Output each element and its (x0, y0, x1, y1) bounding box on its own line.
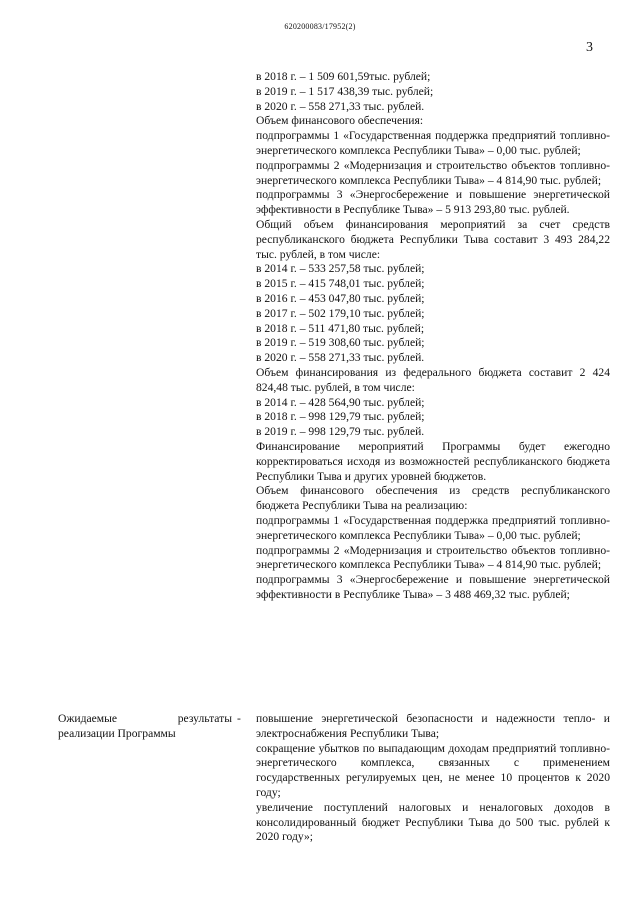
document-code: 620200083/17952(2) (284, 22, 356, 31)
result-item: увеличение поступлений налоговых и неналоговых доходов в консолидированный бюджет Республики Тыва до 500 тыс. рублей к 2020 году»; (256, 800, 610, 844)
funding-paragraph: подпрограммы 2 «Модернизация и строительство объектов топливно-энергетического комплекса Республики Тыва» – 4 814,90 тыс. рублей; (256, 158, 610, 187)
funding-paragraph: подпрограммы 2 «Модернизация и строительство объектов топливно-энергетического комплекса Республики Тыва» – 4 814,90 тыс. рублей; (256, 543, 610, 572)
funding-line: в 2016 г. – 453 047,80 тыс. рублей; (256, 291, 425, 305)
row-dash: - (237, 712, 241, 725)
funding-line: в 2018 г. – 511 471,80 тыс. рублей; (256, 321, 425, 335)
funding-line: в 2015 г. – 415 748,01 тыс. рублей; (256, 277, 425, 291)
funding-paragraph: Общий объем финансирования мероприятий за счет средств республиканского бюджета Республики Тыва составит 3 493 284,22 тыс. рублей, в том числе: (256, 217, 610, 261)
funding-line: в 2019 г. – 1 517 438,39 тыс. рублей; (256, 84, 434, 98)
funding-paragraph: подпрограммы 3 «Энергосбережение и повышение энергетической эффективности в Республике Тыва» – 5 913 293,80 тыс. рублей. (256, 188, 610, 217)
result-item: сокращение убытков по выпадающим доходам предприятий топливно-энергетического комплекса, связанных с применением государственных регулируемых цен, не менее 10 процентов к 2020 году; (256, 741, 610, 799)
funding-paragraph: Финансирование мероприятий Программы будет ежегодно корректироваться исходя из возможностей республиканского бюджета Республики Тыва и других уровней бюджетов. (256, 439, 610, 483)
funding-line: в 2018 г. – 1 509 601,59тыс. рублей; (256, 70, 431, 83)
funding-line: в 2019 г. – 998 129,79 тыс. рублей. (256, 425, 425, 439)
funding-line: Объем финансового обеспечения: (256, 114, 424, 128)
funding-paragraph: подпрограммы 3 «Энергосбережение и повышение энергетической эффективности в Республике Тыва» – 3 488 469,32 тыс. рублей; (256, 573, 610, 601)
funding-paragraph: подпрограммы 1 «Государственная поддержка предприятий топливно-энергетического комплекса Республики Тыва» – 0,00 тыс. рублей; (256, 513, 610, 542)
funding-paragraph: подпрограммы 1 «Государственная поддержка предприятий топливно-энергетического комплекса Республики Тыва» – 0,00 тыс. рублей; (256, 129, 610, 157)
funding-line: в 2020 г. – 558 271,33 тыс. рублей. (256, 351, 425, 365)
funding-line: в 2014 г. – 428 564,90 тыс. рублей; (256, 395, 425, 409)
funding-line: в 2017 г. – 502 179,10 тыс. рублей; (256, 306, 425, 320)
result-item: повышение энергетической безопасности и надежности тепло- и электроснабжения Республики Тыва; (256, 712, 610, 740)
page-number: 3 (586, 40, 593, 55)
funding-paragraph: Объем финансового обеспечения из средств республиканского бюджета Республики Тыва на реализацию: (256, 484, 610, 513)
funding-line: в 2018 г. – 998 129,79 тыс. рублей; (256, 410, 425, 424)
results-block (256, 712, 610, 845)
funding-line: в 2014 г. – 533 257,58 тыс. рублей; (256, 262, 425, 276)
funding-paragraph: Объем финансирования из федерального бюджета составит 2 424 824,48 тыс. рублей, в том числе: (256, 365, 610, 394)
funding-line: в 2020 г. – 558 271,33 тыс. рублей. (256, 99, 425, 113)
funding-line: в 2019 г. – 519 308,60 тыс. рублей; (256, 336, 425, 350)
results-label: Ожидаемые результаты реализации Программы (58, 712, 232, 740)
funding-block (256, 70, 610, 603)
